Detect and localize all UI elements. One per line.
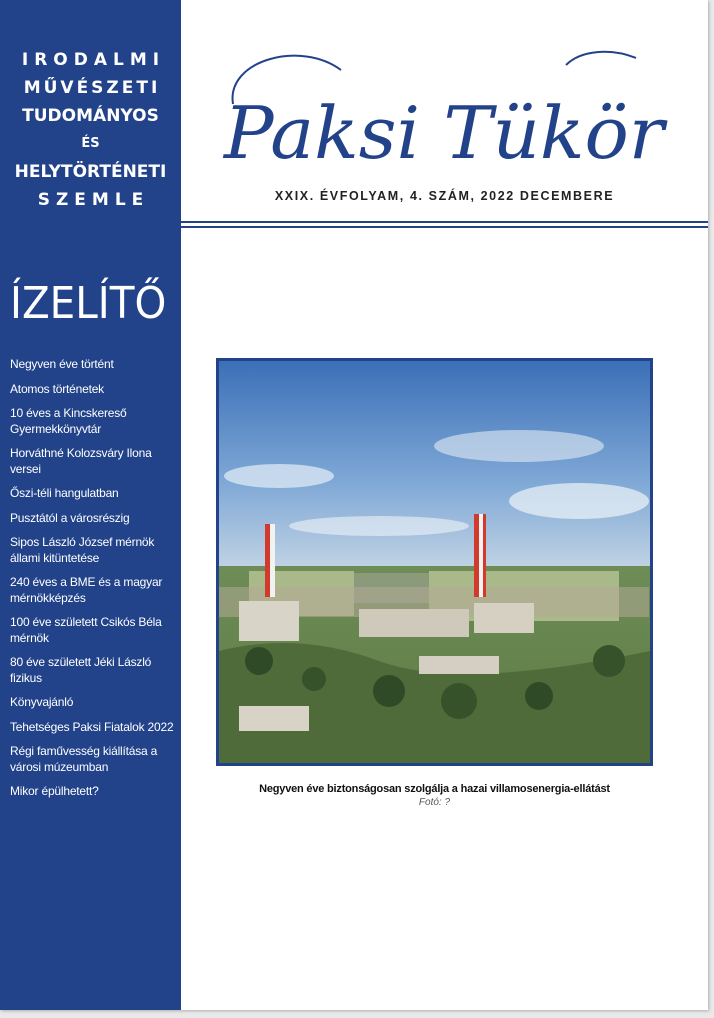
magazine-title: Paksi Tükör [221,91,668,175]
toc-item[interactable]: Sipos László József mérnök állami kitüntetése [10,535,155,565]
sidebar [0,0,181,1010]
section-title: ÍZELÍTŐ [10,278,167,329]
photo-credit: Fotó: ? [418,797,451,808]
title-flourish [566,52,636,65]
toc-item[interactable]: Tehetséges Paksi Fiatalok 2022 [10,719,174,734]
toc-item[interactable]: Mikor épülhetett? [10,784,99,798]
toc-item[interactable]: 240 éves a BME és a magyar mérnökképzés [10,575,163,605]
table-of-contents [10,357,176,809]
power-plant-photo [219,361,650,763]
masthead-rule [181,226,708,228]
masthead [181,0,708,240]
toc-item[interactable]: Könyvajánló [10,695,74,709]
subtitle-line: ÉS [81,136,100,151]
toc-item[interactable]: Őszi-téli hangulatban [10,486,119,500]
toc-item[interactable]: 10 éves a Kincskereső Gyermekkönyvtár [10,406,127,436]
cover-photo [219,361,650,763]
subtitle-line: MŰVÉSZETI [23,78,161,98]
toc-item[interactable]: Horváthné Kolozsváry Ilona versei [10,446,152,476]
cover-photo-frame [216,358,653,766]
toc-item[interactable]: 80 éve született Jéki László fizikus [10,655,152,685]
subtitle-line: IRODALMI [21,50,166,70]
toc-item[interactable]: Pusztától a városrészig [10,510,130,525]
toc-item[interactable]: Negyven éve történt [10,357,114,371]
toc-item[interactable]: 100 éve született Csikós Béla mérnök [10,615,162,645]
photo-caption: Negyven éve biztonságosan szolgálja a hazai villamosenergia-ellátást [259,783,610,795]
toc-item[interactable]: Atomos történetek [10,381,104,396]
masthead-rule [181,221,708,223]
magazine-subtitle [0,46,181,214]
issue-info: XXIX. ÉVFOLYAM, 4. SZÁM, 2022 DECEMBERE [274,189,615,203]
subtitle-line: SZEMLE [37,190,150,210]
subtitle-line: HELYTÖRTÉNETI [14,162,167,182]
masthead-logo [181,0,708,185]
subtitle-line: TUDOMÁNYOS [22,106,159,126]
toc-item[interactable]: Régi faművesség kiállítása a városi múzeumban [10,744,158,774]
